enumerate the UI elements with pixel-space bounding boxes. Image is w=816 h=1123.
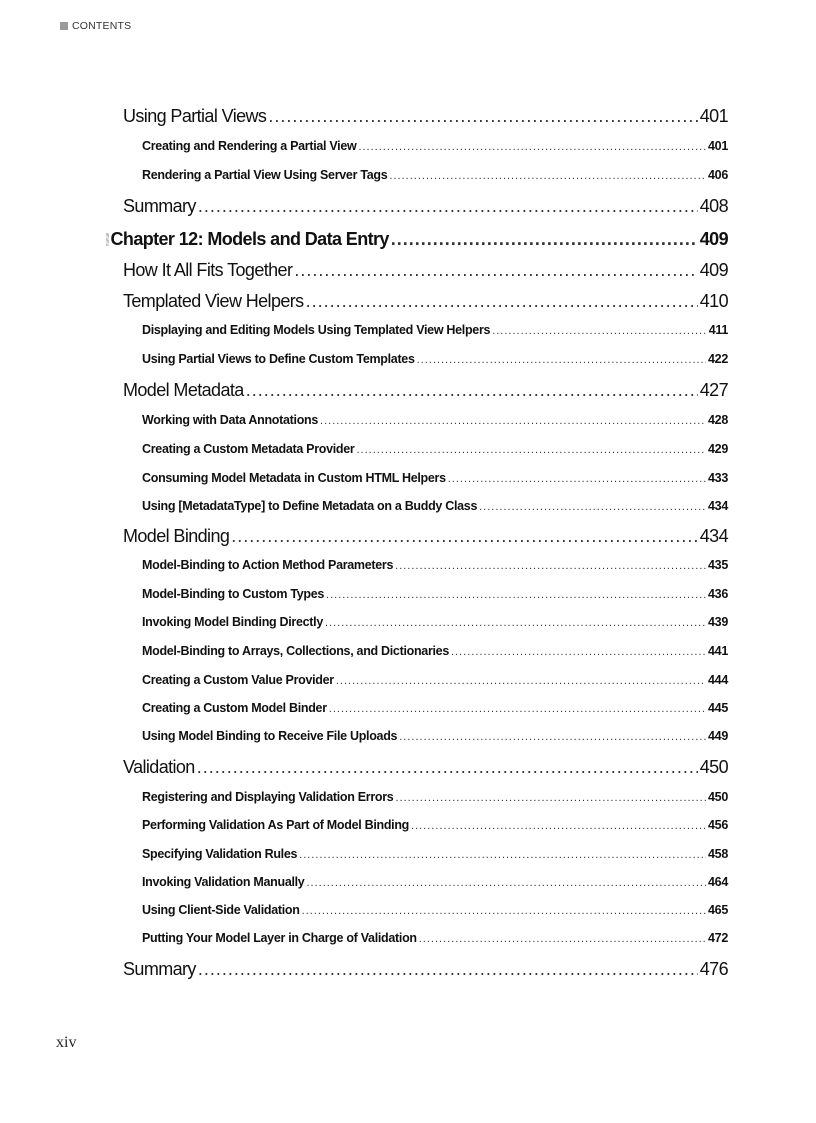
toc-leader-dots	[399, 731, 706, 743]
toc-subsection-entry[interactable]	[142, 413, 728, 427]
toc-section-entry[interactable]	[123, 526, 728, 546]
toc-entry-title: Creating a Custom Value Provider	[142, 673, 334, 687]
toc-leader-dots	[417, 354, 706, 366]
toc-section-entry[interactable]	[123, 959, 728, 979]
toc-entry-page: 449	[708, 729, 728, 743]
toc-subsection-entry[interactable]	[142, 352, 728, 366]
toc-entry-page: 450	[708, 790, 728, 804]
toc-leader-dots	[197, 757, 698, 778]
toc-entry-page: 422	[708, 352, 728, 366]
header-label: CONTENTS	[72, 20, 132, 32]
chapter-marker-icon	[106, 233, 109, 246]
toc-entry-title: Model Metadata	[123, 380, 244, 400]
toc-subsection-entry[interactable]	[142, 847, 728, 861]
toc-subsection-entry[interactable]	[142, 875, 728, 889]
toc-entry-page: 409	[699, 229, 728, 249]
toc-entry-page: 441	[708, 644, 728, 658]
toc-subsection-entry[interactable]	[142, 903, 728, 917]
toc-leader-dots	[356, 444, 706, 456]
toc-entry-title: Summary	[123, 196, 196, 216]
toc-entry-title: Rendering a Partial View Using Server Tags	[142, 168, 388, 182]
toc-entry-title: Templated View Helpers	[123, 291, 304, 311]
toc-entry-page: 456	[708, 818, 728, 832]
toc-entry-page: 410	[699, 291, 728, 311]
toc-subsection-entry[interactable]	[142, 818, 728, 832]
toc-entry-page: 401	[699, 106, 728, 126]
toc-entry-page: 465	[708, 903, 728, 917]
toc-leader-dots	[336, 675, 706, 687]
toc-leader-dots	[326, 589, 706, 601]
toc-entry-title: Using Client-Side Validation	[142, 903, 300, 917]
toc-entry-title: Invoking Validation Manually	[142, 875, 305, 889]
toc-subsection-entry[interactable]	[142, 442, 728, 456]
toc-entry-title: Model-Binding to Action Method Parameters	[142, 558, 394, 572]
toc-leader-dots	[448, 473, 706, 485]
toc-entry-title: Validation	[123, 757, 195, 777]
toc-entry-title: Using Partial Views	[123, 106, 267, 126]
toc-section-entry[interactable]	[123, 106, 728, 126]
toc-leader-dots	[231, 526, 697, 547]
toc-entry-page: 408	[699, 196, 728, 216]
toc-subsection-entry[interactable]	[142, 673, 728, 687]
toc-subsection-entry[interactable]	[142, 644, 728, 658]
toc-leader-dots	[268, 106, 697, 127]
toc-entry-title: Using Partial Views to Define Custom Templates	[142, 352, 415, 366]
toc-leader-dots	[246, 380, 698, 401]
toc-entry-page: 436	[708, 587, 728, 601]
toc-entry-page: 434	[708, 499, 728, 513]
toc-section-entry[interactable]	[123, 291, 728, 311]
page-number: xiv	[56, 1034, 77, 1051]
toc-subsection-entry[interactable]	[142, 558, 728, 572]
toc-entry-title: Specifying Validation Rules	[142, 847, 298, 861]
toc-entry-title: Displaying and Editing Models Using Templated View Helpers	[142, 323, 491, 337]
toc-entry-title: Creating a Custom Model Binder	[142, 701, 327, 715]
toc-entry-title: Chapter 12: Models and Data Entry	[110, 229, 389, 249]
toc-leader-dots	[358, 141, 706, 153]
toc-entry-title: Using [MetadataType] to Define Metadata on a Buddy Class	[142, 499, 478, 513]
toc-subsection-entry[interactable]	[142, 615, 728, 629]
toc-section-entry[interactable]	[123, 260, 728, 280]
toc-leader-dots	[320, 415, 706, 427]
toc-entry-title: Creating and Rendering a Partial View	[142, 139, 357, 153]
toc-leader-dots	[198, 959, 698, 980]
toc-section-entry[interactable]	[123, 380, 728, 400]
toc-entry-page: 472	[708, 931, 728, 945]
toc-subsection-entry[interactable]	[142, 471, 728, 485]
toc-leader-dots	[299, 849, 706, 861]
toc-entry-page: 433	[708, 471, 728, 485]
toc-entry-page: 439	[708, 615, 728, 629]
toc-entry-title: Registering and Displaying Validation Errors	[142, 790, 394, 804]
toc-section-entry[interactable]	[123, 757, 728, 777]
toc-section-entry[interactable]	[123, 196, 728, 216]
toc-subsection-entry[interactable]	[142, 499, 728, 513]
toc-entry-title: Creating a Custom Metadata Provider	[142, 442, 355, 456]
toc-leader-dots	[198, 196, 698, 217]
toc-leader-dots	[389, 170, 706, 182]
toc-entry-title: Performing Validation As Part of Model Binding	[142, 818, 410, 832]
toc-chapter-entry[interactable]	[106, 229, 728, 249]
toc-entry-page: 444	[708, 673, 728, 687]
toc-subsection-entry[interactable]	[142, 168, 728, 182]
toc-entry-title: Putting Your Model Layer in Charge of Validation	[142, 931, 417, 945]
toc-leader-dots	[492, 325, 707, 337]
toc-leader-dots	[391, 229, 698, 250]
toc-entry-title: Consuming Model Metadata in Custom HTML Helpers	[142, 471, 446, 485]
toc-entry-page: 445	[708, 701, 728, 715]
toc-subsection-entry[interactable]	[142, 587, 728, 601]
toc-leader-dots	[294, 260, 697, 281]
toc-leader-dots	[302, 905, 706, 917]
toc-entry-title: Working with Data Annotations	[142, 413, 319, 427]
toc-entry-page: 409	[699, 260, 728, 280]
toc-entry-page: 476	[699, 959, 728, 979]
toc-subsection-entry[interactable]	[142, 790, 728, 804]
toc-entry-page: 427	[699, 380, 728, 400]
toc-entry-title: Model Binding	[123, 526, 230, 546]
toc-entry-page: 406	[708, 168, 728, 182]
toc-entry-page: 428	[708, 413, 728, 427]
toc-entry-page: 458	[708, 847, 728, 861]
toc-subsection-entry[interactable]	[142, 139, 728, 153]
toc-entry-title: Model-Binding to Custom Types	[142, 587, 325, 601]
toc-entry-page: 411	[708, 323, 728, 337]
toc-leader-dots	[411, 820, 706, 832]
toc-subsection-entry[interactable]	[142, 931, 728, 945]
toc-entry-title: Summary	[123, 959, 196, 979]
toc-leader-dots	[306, 291, 698, 312]
toc-entry-page: 401	[708, 139, 728, 153]
toc-leader-dots	[419, 933, 706, 945]
toc-entry-page: 435	[708, 558, 728, 572]
toc-subsection-entry[interactable]	[142, 729, 728, 743]
toc-entry-title: How It All Fits Together	[123, 260, 293, 280]
toc-entry-page: 434	[699, 526, 728, 546]
toc-entry-page: 429	[708, 442, 728, 456]
toc-leader-dots	[306, 877, 706, 889]
toc-leader-dots	[325, 617, 706, 629]
toc-leader-dots	[329, 703, 706, 715]
toc-leader-dots	[451, 646, 706, 658]
toc-entry-page: 464	[708, 875, 728, 889]
toc-leader-dots	[395, 560, 706, 572]
toc-leader-dots	[395, 792, 706, 804]
toc-entry-title: Using Model Binding to Receive File Uploads	[142, 729, 398, 743]
toc-entry-title: Invoking Model Binding Directly	[142, 615, 323, 629]
toc-subsection-entry[interactable]	[142, 323, 728, 337]
toc-subsection-entry[interactable]	[142, 701, 728, 715]
toc-leader-dots	[479, 501, 706, 513]
header-square-icon	[60, 22, 68, 30]
toc-entry-page: 450	[699, 757, 728, 777]
running-header	[60, 20, 131, 32]
toc-entry-title: Model-Binding to Arrays, Collections, and Dictionaries	[142, 644, 449, 658]
